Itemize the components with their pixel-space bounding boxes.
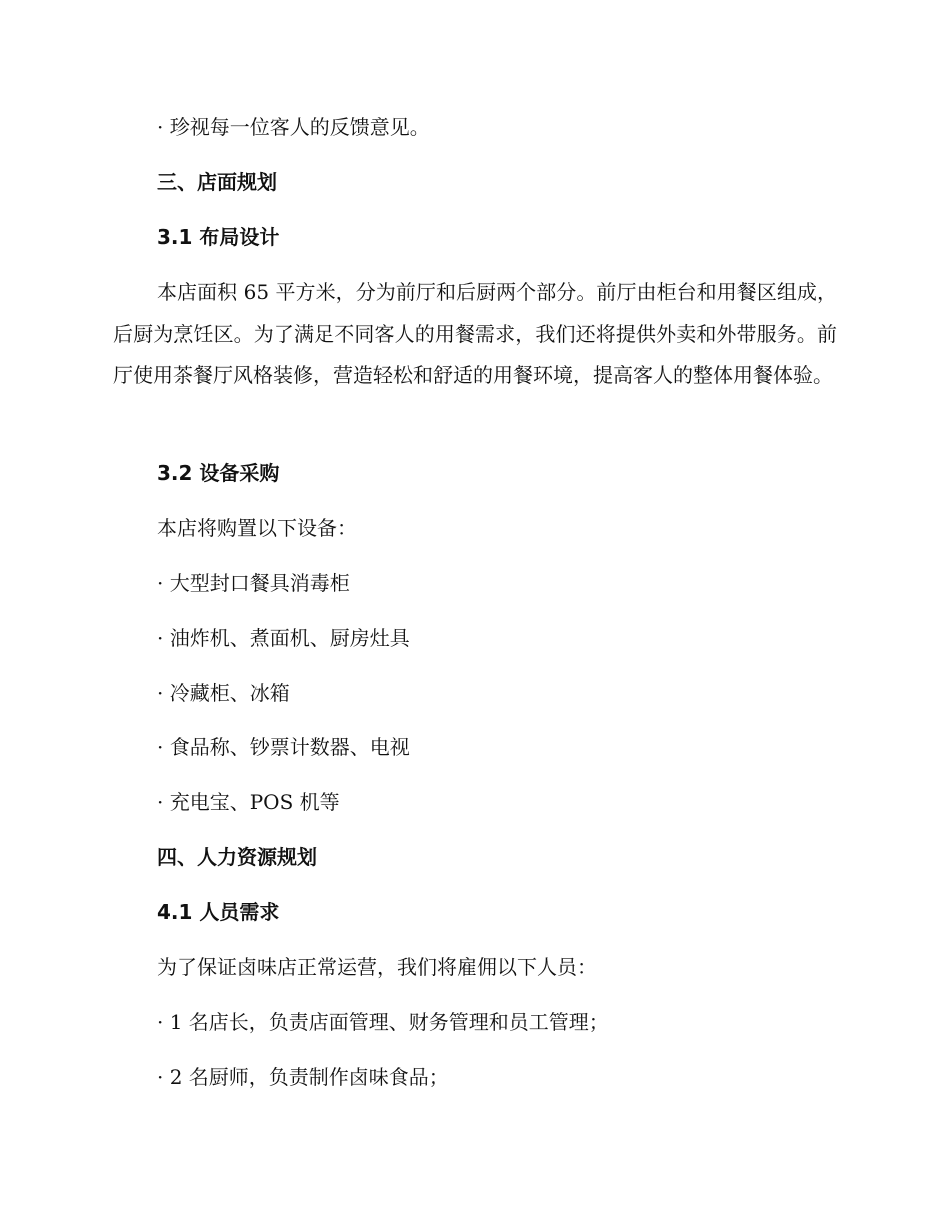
equipment-list-item: · 油炸机、煮面机、厨房灶具: [157, 626, 410, 650]
equipment-list-item: · 冷藏柜、冰箱: [157, 681, 290, 705]
section-3-1-paragraph: 本店面积 65 平方米，分为前厅和后厨两个部分。前厅由柜台和用餐区组成，后厨为烹饪区。为了满足不同客人的用餐需求，我们还将提供外卖和外带服务。前厅使用茶餐厅风格装修，营造轻松和舒适的用餐环境，提高客人的整体用餐体验。: [113, 280, 837, 387]
staff-list-item: · 2 名厨师，负责制作卤味食品；: [157, 1065, 449, 1089]
equipment-list-item: · 充电宝、POS 机等: [157, 790, 340, 814]
equipment-list-item: · 大型封口餐具消毒柜: [157, 571, 350, 595]
equipment-list-item: · 食品称、钞票计数器、电视: [157, 735, 410, 759]
section-4-1-heading: 4.1 人员需求: [157, 900, 280, 924]
section-4-heading: 四、人力资源规划: [157, 845, 317, 869]
section-3-2-heading: 3.2 设备采购: [157, 461, 280, 485]
bullet-feedback: · 珍视每一位客人的反馈意见。: [157, 115, 430, 139]
section-3-heading: 三、店面规划: [157, 170, 277, 194]
section-3-1-heading: 3.1 布局设计: [157, 225, 280, 249]
staff-intro: 为了保证卤味店正常运营，我们将雇佣以下人员：: [157, 955, 597, 979]
staff-list-item: · 1 名店长，负责店面管理、财务管理和员工管理；: [157, 1010, 609, 1034]
equipment-intro: 本店将购置以下设备：: [157, 516, 357, 540]
